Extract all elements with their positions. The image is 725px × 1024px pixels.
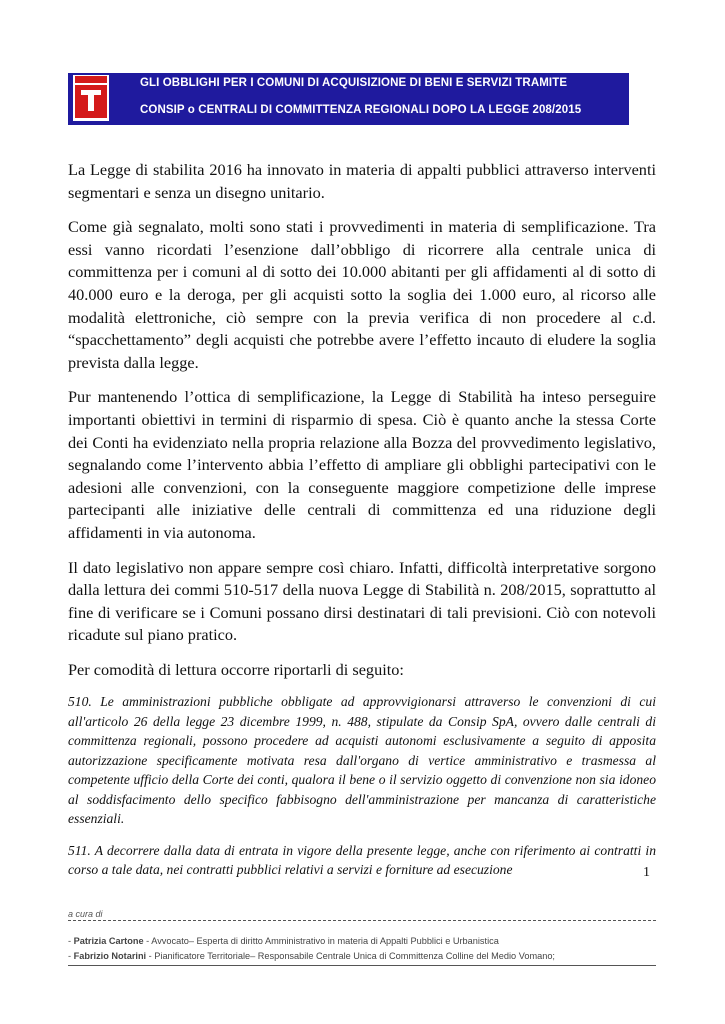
paragraph-4: Il dato legislativo non appare sempre così chiaro. Infatti, difficoltà interpretative sorgono dalla lettura dei commi 510-517 della nuova Legge di Stabilità n. 208/2015, soprattutto al fine di verificare se i Comuni possano dirsi destinatari di tali previsioni. Ciò con notevoli ricadute sul piano pratico.: [68, 557, 656, 645]
document-body: [68, 159, 656, 693]
logo-text-bar: [75, 76, 107, 83]
author1-desc: - Avvocato– Esperta di diritto Amministrativo in materia di Appalti Pubblici e Urbanistica: [143, 936, 499, 946]
footer-dashed-divider: [68, 920, 656, 921]
footer-author-2: [68, 951, 555, 961]
paragraph-5: Per comodità di lettura occorre riportarli di seguito:: [68, 659, 404, 679]
header-title-line1: GLI OBBLIGHI PER I COMUNI DI ACQUISIZIONE DI BENI E SERVIZI TRAMITE: [140, 77, 568, 89]
footer-cura: a cura di: [68, 909, 103, 919]
author2-desc: - Pianificatore Territoriale– Responsabile Centrale Unica di Committenza Colline del Medio Vomano;: [146, 951, 555, 961]
author2-name: Fabrizio Notarini: [73, 951, 147, 961]
footer-author-1: [68, 936, 499, 946]
logo-t-stem: [88, 95, 94, 111]
law-quote: [68, 692, 656, 892]
paragraph-3: Pur mantenendo lʼottica di semplificazione, la Legge di Stabilità ha inteso perseguire importanti obiettivi in termini di risparmio di spesa. Ciò è quanto anche la stessa Corte dei Conti ha evidenziato nella propria relazione alla Bozza del provvedimento legislativo, segnalando come lʼintervento abbia lʼeffetto di ampliare gli obblighi partecipativi con le adesioni alle convenzioni, con la conseguente maggiore competizione delle imprese partecipanti alle iniziative delle centrali di committenza ed una riduzione degli affidamenti in via autonoma.: [68, 387, 656, 542]
quote-comma-511: 511. A decorrere dalla data di entrata in vigore della presente legge, anche con riferimento ai contratti in corso a tale data, nei contratti pubblici relativi a servizi e forniture ad esecuzione: [68, 842, 656, 877]
document-header: [68, 73, 629, 125]
author1-prefix: -: [68, 936, 74, 946]
unitel-logo: [73, 75, 109, 121]
header-title-line2: CONSIP o CENTRALI DI COMMITTENZA REGIONALI DOPO LA LEGGE 208/2015: [140, 104, 582, 116]
paragraph-1: La Legge di stabilita 2016 ha innovato in materia di appalti pubblici attraverso interventi segmentari e senza un disegno unitario.: [68, 160, 656, 202]
footer-solid-divider: [68, 965, 656, 966]
page-number: 1: [643, 865, 650, 880]
quote-comma-510: 510. Le amministrazioni pubbliche obbligate ad approvvigionarsi attraverso le convenzioni di cui all'articolo 26 della legge 23 dicembre 1999, n. 488, stipulate da Consip SpA, ovvero dalle centrali di committenza regionali, possono procedere ad acquisti autonomi esclusivamente a seguito di apposita autorizzazione specificamente motivata resa dall'organo di vertice amministrativo e trasmessa al competente ufficio della Corte dei conti, qualora il bene o il servizio oggetto di convenzione non sia idoneo al soddisfacimento dello specifico fabbisogno dell'amministrazione per mancanza di caratteristiche essenziali.: [68, 694, 656, 826]
paragraph-2: Come già segnalato, molti sono stati i provvedimenti in materia di semplificazione. Tra essi vanno ricordati lʼesenzione dallʼobbligo di ricorrere alla centrale unica di committenza per i comuni al di sotto dei 10.000 abitanti per gli affidamenti al di sotto di 40.000 euro e la deroga, per gli acquisti sotto la soglia dei 1.000 euro, al ricorso alle modalità elettroniche, ciò sempre con la previa verifica di non procedere al c.d. “spacchettamento” degli acquisti che potrebbe avere lʼeffetto incauto di eludere la soglia prevista dalla legge.: [68, 217, 656, 372]
author2-prefix: -: [68, 951, 74, 961]
author1-name: Patrizia Cartone: [73, 936, 144, 946]
